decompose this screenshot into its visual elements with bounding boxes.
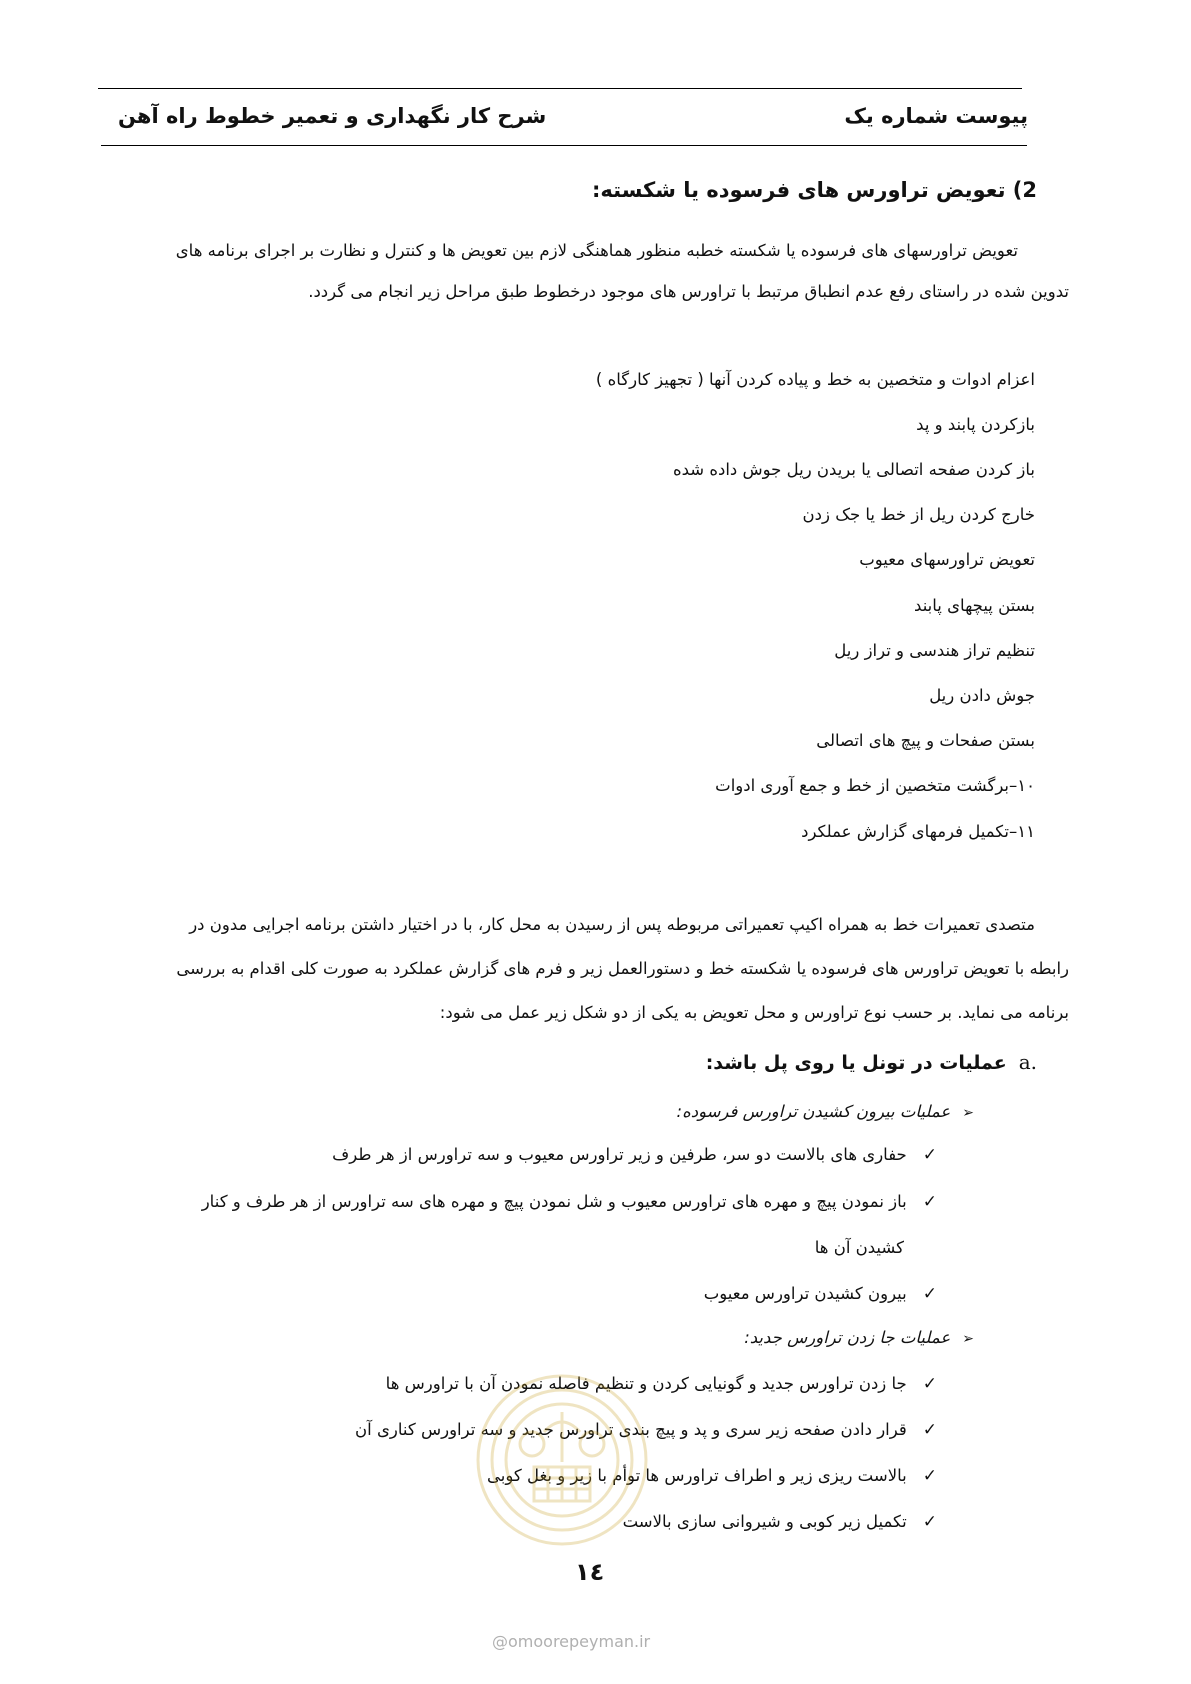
- checkmark-icon: ✓: [922, 1145, 937, 1165]
- checklist-item: [332, 1145, 937, 1165]
- checkmark-icon: ✓: [922, 1512, 937, 1532]
- group-1-heading: [677, 1102, 974, 1121]
- checklist-item-text: بالاست ریزی زیر و اطراف تراورس ها توأم با زیر و بغل کوبی: [487, 1466, 907, 1485]
- step-item: تعویض تراورسهای معیوب: [859, 550, 1035, 569]
- group-1-title: عملیات بیرون کشیدن تراورس فرسوده:: [676, 1102, 951, 1121]
- checkmark-icon: ✓: [922, 1420, 937, 1440]
- checkmark-icon: ✓: [922, 1284, 937, 1304]
- step-item: ۱۰–برگشت متخصین از خط و جمع آوری ادوات: [715, 776, 1035, 795]
- watermark-text: @omoorepeyman.ir: [492, 1632, 651, 1651]
- body-paragraph-line-1: متصدی تعمیرات خط به همراه اکیپ تعمیراتی مربوطه پس از رسیدن به محل کار، با در اختیار داشتن برنامه اجرایی مدون در: [189, 915, 1035, 934]
- step-item: بازکردن پابند و پد: [916, 415, 1035, 434]
- step-item: بستن صفحات و پیچ های اتصالی: [816, 731, 1035, 750]
- checklist-item: [386, 1374, 937, 1394]
- checklist-item-text: حفاری های بالاست دو سر، طرفین و زیر تراورس معیوب و سه تراورس از هر طرف: [332, 1145, 907, 1164]
- subsection-a-heading: [706, 1050, 1037, 1074]
- group-2-heading: [744, 1328, 974, 1347]
- checklist-item: [202, 1192, 937, 1212]
- page-number: ۱٤: [575, 1558, 605, 1586]
- checkmark-icon: ✓: [922, 1192, 937, 1212]
- arrow-bullet-icon: ➢: [962, 1331, 974, 1347]
- checklist-item: [623, 1512, 937, 1532]
- checklist-item-text: تکمیل زیر کوبی و شیروانی سازی بالاست: [622, 1512, 907, 1531]
- watermark-seal-icon: [474, 1372, 650, 1548]
- subsection-a-title: عملیات در تونل یا روی پل باشد:: [705, 1052, 1007, 1074]
- header-document-title: شرح کار نگهداری و تعمیر خطوط راه آهن: [118, 104, 547, 128]
- subsection-a-marker: a.: [1018, 1050, 1037, 1074]
- checkmark-icon: ✓: [922, 1466, 937, 1486]
- step-item: اعزام ادوات و متخصین به خط و پیاده کردن آنها ( تجهیز کارگاه ): [595, 370, 1035, 389]
- group-2-title: عملیات جا زدن تراورس جدید:: [744, 1328, 951, 1347]
- intro-paragraph-line-2: تدوین شده در راستای رفع عدم انطباق مرتبط با تراورس های موجود درخطوط طبق مراحل زیر انجام می گردد.: [308, 282, 1069, 301]
- header-bottom-rule: [101, 145, 1027, 146]
- step-item: جوش دادن ریل: [929, 686, 1035, 705]
- body-paragraph-line-2: رابطه با تعویض تراورس های فرسوده یا شکسته خط و دستورالعمل زیر و فرم های گزارش عملکرد به صورت کلی اقدام به بررسی: [176, 959, 1069, 978]
- arrow-bullet-icon: ➢: [962, 1105, 974, 1121]
- checklist-item-text: باز نمودن پیچ و مهره های تراورس معیوب و شل نمودن پیچ و مهره های سه تراورس از هر طرف و کنار: [201, 1192, 907, 1211]
- body-paragraph-line-3: برنامه می نماید. بر حسب نوع تراورس و محل تعویض به یکی از دو شکل زیر عمل می شود:: [439, 1003, 1069, 1022]
- step-item: ۱۱–تکمیل فرمهای گزارش عملکرد: [801, 822, 1035, 841]
- step-item: بستن پیچهای پابند: [914, 596, 1035, 615]
- checklist-item-text: بیرون کشیدن تراورس معیوب: [703, 1284, 907, 1303]
- checkmark-icon: ✓: [922, 1374, 937, 1394]
- step-item: تنظیم تراز هندسی و تراز ریل: [834, 641, 1035, 660]
- checklist-item-continuation: کشیدن آن ها: [814, 1238, 904, 1257]
- step-item: باز کردن صفحه اتصالی یا بریدن ریل جوش داده شده: [672, 460, 1035, 479]
- checklist-item-text: جا زدن تراورس جدید و گونیایی کردن و تنظیم فاصله نمودن آن با تراورس ها: [385, 1374, 907, 1393]
- header-top-rule: [98, 88, 1022, 89]
- section-title: 2) تعویض تراورس های فرسوده یا شکسته:: [591, 178, 1037, 202]
- step-item: خارج کردن ریل از خط یا جک زدن: [802, 505, 1035, 524]
- checklist-item: [704, 1284, 937, 1304]
- header-appendix-title: پیوست شماره یک: [844, 104, 1028, 128]
- intro-paragraph-line-1: تعویض تراورسهای های فرسوده یا شکسته خطبه منظور هماهنگی لازم بین تعویض ها و کنترل و نظارت بر اجرای برنامه های: [175, 241, 1018, 260]
- checklist-item-text: قرار دادن صفحه زیر سری و پد و پیچ بندی تراورس جدید و سه تراورس کناری آن: [355, 1420, 907, 1439]
